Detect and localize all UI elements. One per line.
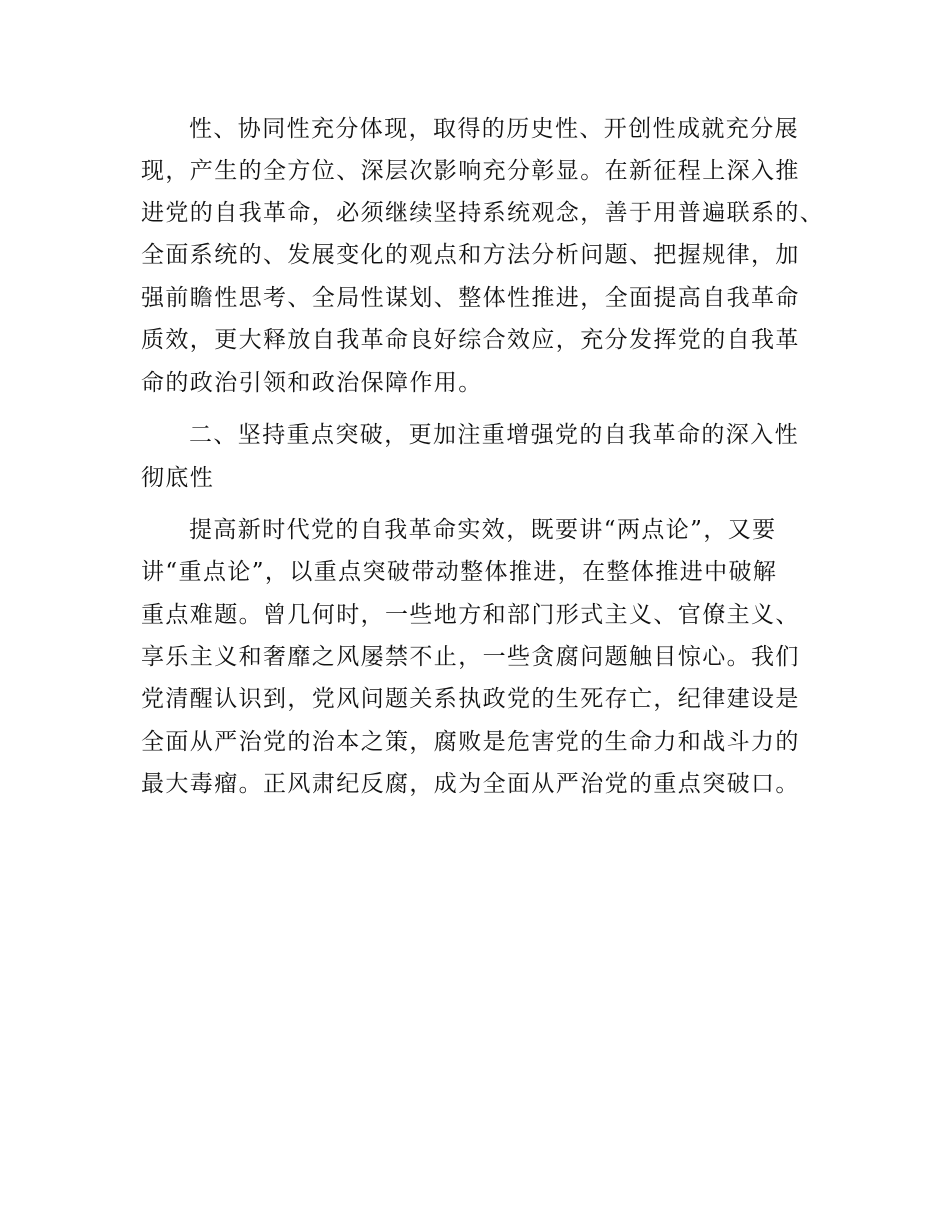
paragraph-2-line-4: 享乐主义和奢靡之风屡禁不止，一些贪腐问题触目惊心。我们 [141,644,800,670]
paragraph-2-line-2: 讲“重点论”，以重点突破带动整体推进，在整体推进中破解 [141,559,778,585]
paragraph-1-line-2: 现，产生的全方位、深层次影响充分彰显。在新征程上深入推 [141,158,800,184]
paragraph-2-line-3: 重点难题。曾几何时，一些地方和部门形式主义、官僚主义、 [141,602,800,628]
section-heading-line-1: 二、坚持重点突破，更加注重增强党的自我革命的深入性 [189,422,799,448]
paragraph-1-line-4: 全面系统的、发展变化的观点和方法分析问题、把握规律，加 [141,242,800,268]
paragraph-1-line-5: 强前瞻性思考、全局性谋划、整体性推进，全面提高自我革命 [141,285,800,311]
paragraph-1-line-3: 进党的自我革命，必须继续坚持系统观念，善于用普遍联系的、 [141,200,825,226]
paragraph-1-line-6: 质效，更大释放自我革命良好综合效应，充分发挥党的自我革 [141,327,800,353]
section-heading-line-2: 彻底性 [141,465,215,491]
paragraph-1-line-1: 性、协同性充分体现，取得的历史性、开创性成就充分展 [189,116,799,142]
paragraph-2-line-6: 全面从严治党的治本之策，腐败是危害党的生命力和战斗力的 [141,729,800,755]
paragraph-1-line-7: 命的政治引领和政治保障作用。 [141,370,483,396]
paragraph-2-line-5: 党清醒认识到，党风问题关系执政党的生死存亡，纪律建设是 [141,686,800,712]
paragraph-2-line-7: 最大毒瘤。正风肃纪反腐，成为全面从严治党的重点突破口。 [141,771,800,797]
paragraph-2-line-1: 提高新时代党的自我革命实效，既要讲“两点论”，又要 [189,517,777,543]
